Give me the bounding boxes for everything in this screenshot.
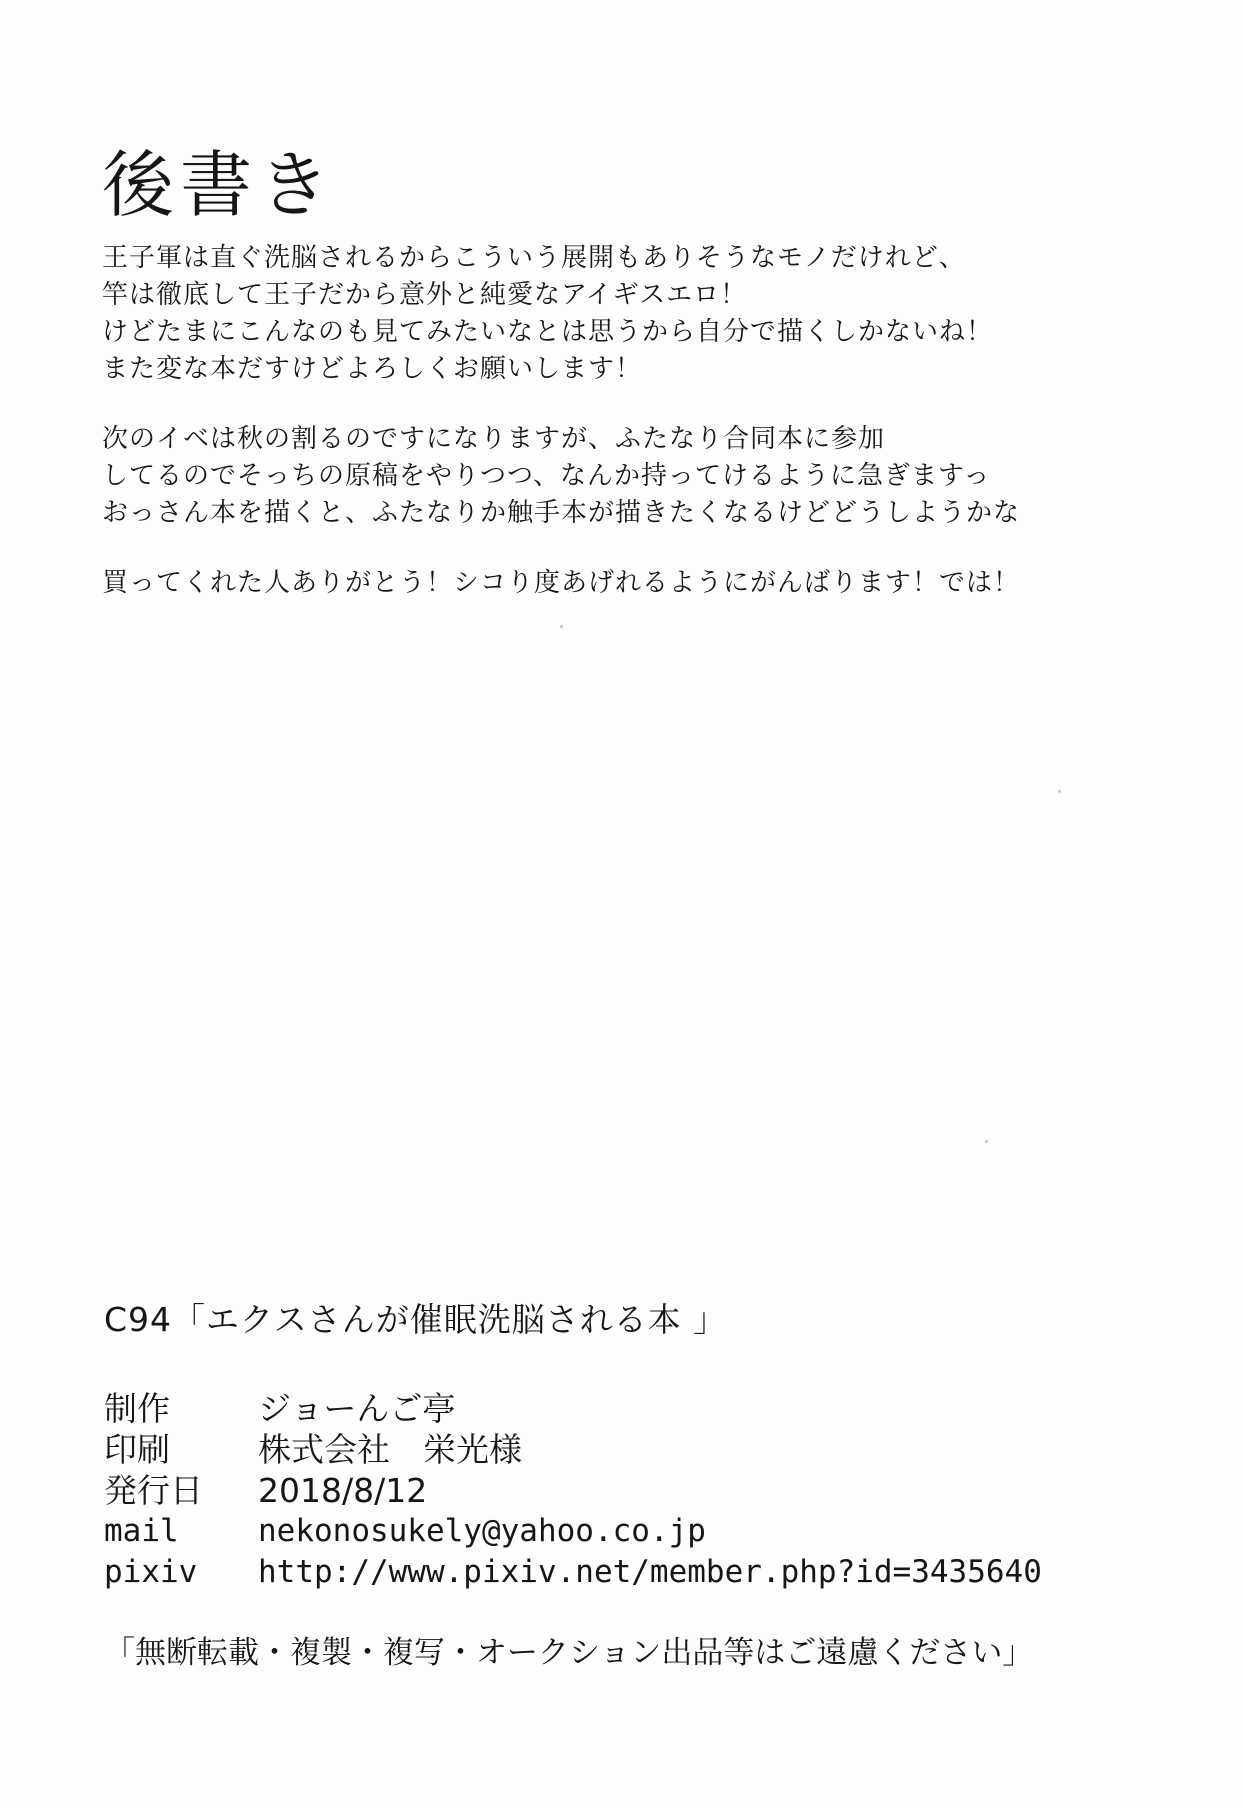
afterword-line: おっさん本を描くと、ふたなりか触手本が描きたくなるけどどうしようかな <box>102 498 1021 528</box>
afterword-line: 竿は徹底して王子だから意外と純愛なアイギスエロ！ <box>102 280 748 310</box>
info-label: 印刷 <box>104 1430 170 1469</box>
colophon-row-pixiv <box>104 1552 1164 1593</box>
info-label: pixiv <box>104 1554 198 1590</box>
colophon <box>104 1300 1164 1673</box>
colophon-row-circle <box>104 1388 1164 1429</box>
afterword-line: してるのでそっちの原稿をやりつつ、なんか持ってけるように急ぎますっ <box>102 461 991 491</box>
afterword-paragraph <box>102 565 1142 602</box>
book-title: C94「エクスさんが催眠洗脳される本 」 <box>104 1300 728 1339</box>
paper-speck <box>985 1140 988 1143</box>
url-value: http://www.pixiv.net/member.php?id=3435640 <box>258 1554 1042 1590</box>
afterword-line: 買ってくれた人ありがとう！シコり度あげれるようにがんばります！では！ <box>102 568 1021 598</box>
afterword-line: 次のイベは秋の割るのですになりますが、ふたなり合同本に参加 <box>102 424 886 454</box>
info-label: mail <box>104 1513 179 1549</box>
info-value: 2018/8/12 <box>258 1471 428 1510</box>
afterword-paragraph <box>102 421 1142 532</box>
info-label: 発行日 <box>104 1471 203 1510</box>
paper-speck <box>1058 790 1061 793</box>
paper-speck <box>560 625 563 628</box>
colophon-row-mail <box>104 1511 1164 1552</box>
email-value: nekonosukely@yahoo.co.jp <box>258 1513 706 1549</box>
colophon-row-printer <box>104 1429 1164 1470</box>
info-value: ジョーんご亭 <box>258 1389 456 1428</box>
info-label: 制作 <box>104 1389 170 1428</box>
afterword-line: けどたまにこんなのも見てみたいなとは思うから自分で描くしかないね！ <box>102 317 994 347</box>
afterword-paragraph <box>102 240 1142 388</box>
afterword-line: 王子軍は直ぐ洗脳されるからこういう展開もありそうなモノだけれど、 <box>102 243 966 273</box>
afterword-title: 後書き <box>102 143 337 227</box>
afterword-line: また変な本だすけどよろしくお願いします！ <box>102 354 643 384</box>
colophon-row-date <box>104 1470 1164 1511</box>
afterword-body <box>102 240 1142 635</box>
info-value: 株式会社 栄光様 <box>258 1430 522 1469</box>
copyright-notice: 「無断転載・複製・複写・オークション出品等はご遠慮ください」 <box>104 1635 1034 1671</box>
